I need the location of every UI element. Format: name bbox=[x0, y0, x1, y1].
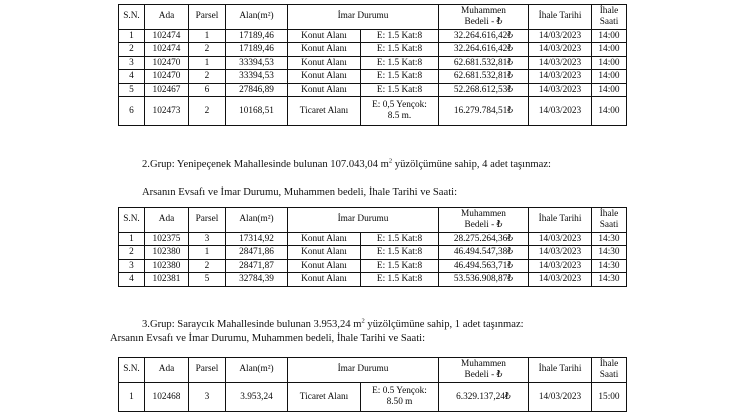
col-header-saat bbox=[592, 208, 627, 233]
paragraph-group3-intro bbox=[110, 318, 655, 332]
table-group-2 bbox=[118, 207, 627, 287]
group3-intro-text-b: yüzölçümüne sahip, 1 adet taşınmaz: bbox=[364, 319, 524, 330]
cell-alan: 10168,51 bbox=[226, 96, 288, 125]
cell-imar-tipi: Konut Alanı bbox=[288, 273, 361, 286]
cell-parsel: 2 bbox=[189, 259, 226, 272]
cell-ihale-tarihi: 14/03/2023 bbox=[529, 273, 592, 286]
col-header-ada: Ada bbox=[145, 208, 189, 233]
cell-sn: 1 bbox=[119, 232, 145, 245]
col-header-bedel-line2: Bedeli - ₺ bbox=[464, 219, 503, 230]
table-row bbox=[119, 246, 627, 259]
cell-ada: 102474 bbox=[145, 29, 189, 42]
cell-ihale-tarihi: 14/03/2023 bbox=[529, 29, 592, 42]
col-header-bedel bbox=[439, 358, 529, 383]
cell-muhammen-bedel: 46.494.563,71₺ bbox=[439, 259, 529, 272]
col-header-alan: Alan(m²) bbox=[226, 208, 288, 233]
cell-ihale-tarihi: 14/03/2023 bbox=[529, 382, 592, 411]
cell-alan: 17189,46 bbox=[226, 29, 288, 42]
group3-intro-superscript: 2 bbox=[361, 317, 365, 325]
col-header-ada: Ada bbox=[145, 5, 189, 30]
cell-parsel: 1 bbox=[189, 29, 226, 42]
cell-imar-kosulu bbox=[361, 96, 439, 125]
cell-muhammen-bedel: 52.268.612,53₺ bbox=[439, 83, 529, 96]
col-header-bedel-line1: Muhammen bbox=[461, 209, 506, 219]
col-header-tarih: İhale Tarihi bbox=[529, 358, 592, 383]
table-group-3 bbox=[118, 357, 627, 412]
cell-ihale-tarihi: 14/03/2023 bbox=[529, 246, 592, 259]
col-header-saat-line1: İhale bbox=[599, 209, 619, 219]
cell-imar-kosulu: E: 1.5 Kat:8 bbox=[361, 83, 439, 96]
table-row bbox=[119, 273, 627, 286]
cell-imar-kosulu: E: 1.5 Kat:8 bbox=[361, 29, 439, 42]
cell-sn: 2 bbox=[119, 43, 145, 56]
col-header-bedel bbox=[439, 208, 529, 233]
cell-ada: 102470 bbox=[145, 70, 189, 83]
cell-ihale-saati: 14:30 bbox=[592, 259, 627, 272]
table-group-3-container bbox=[118, 357, 627, 412]
cell-imar-kosulu: E: 1.5 Kat:8 bbox=[361, 43, 439, 56]
cell-ada: 102467 bbox=[145, 83, 189, 96]
col-header-imar: İmar Durumu bbox=[288, 5, 439, 30]
cell-ada: 102375 bbox=[145, 232, 189, 245]
cell-imar-kosulu: E: 1.5 Kat:8 bbox=[361, 259, 439, 272]
group3-intro-text-a: 3.Grup: Saraycık Mahallesinde bulunan 3.953,24 m bbox=[142, 319, 362, 330]
col-header-sn: S.N. bbox=[119, 5, 145, 30]
cell-sn: 3 bbox=[119, 56, 145, 69]
cell-muhammen-bedel: 62.681.532,81₺ bbox=[439, 56, 529, 69]
cell-sn: 4 bbox=[119, 273, 145, 286]
cell-ada: 102381 bbox=[145, 273, 189, 286]
cell-imar-kosulu: E: 1.5 Kat:8 bbox=[361, 246, 439, 259]
table-row bbox=[119, 29, 627, 42]
table-header bbox=[119, 358, 627, 383]
cell-imar-tipi: Ticaret Alanı bbox=[288, 382, 361, 411]
cell-muhammen-bedel: 46.494.547,38₺ bbox=[439, 246, 529, 259]
paragraph-group2-intro bbox=[110, 158, 650, 172]
cell-ada: 102473 bbox=[145, 96, 189, 125]
col-header-saat-line1: İhale bbox=[599, 6, 619, 16]
cell-sn: 4 bbox=[119, 70, 145, 83]
cell-parsel: 2 bbox=[189, 43, 226, 56]
imar-kosul-line2: 8.5 m. bbox=[387, 110, 412, 121]
cell-muhammen-bedel: 53.536.908,87₺ bbox=[439, 273, 529, 286]
cell-alan: 33394,53 bbox=[226, 70, 288, 83]
col-header-tarih: İhale Tarihi bbox=[529, 208, 592, 233]
cell-ihale-tarihi: 14/03/2023 bbox=[529, 56, 592, 69]
col-header-saat-line1: İhale bbox=[599, 359, 619, 369]
group2-intro-superscript: 2 bbox=[388, 157, 393, 165]
cell-parsel: 5 bbox=[189, 273, 226, 286]
paragraph-group3-subtitle bbox=[110, 332, 655, 346]
cell-imar-kosulu: E: 1.5 Kat:8 bbox=[361, 273, 439, 286]
cell-muhammen-bedel: 62.681.532,81₺ bbox=[439, 70, 529, 83]
cell-ihale-saati: 15:00 bbox=[592, 382, 627, 411]
cell-sn: 1 bbox=[119, 29, 145, 42]
cell-imar-tipi: Konut Alanı bbox=[288, 70, 361, 83]
cell-muhammen-bedel: 32.264.616,42₺ bbox=[439, 29, 529, 42]
col-header-saat-line2: Saati bbox=[599, 369, 619, 380]
cell-sn: 6 bbox=[119, 96, 145, 125]
col-header-parsel: Parsel bbox=[189, 358, 226, 383]
group2-intro-text-a: 2.Grup: Yenipeçenek Mahallesinde bulunan 107.043,04 m bbox=[142, 159, 389, 170]
col-header-sn: S.N. bbox=[119, 358, 145, 383]
cell-ihale-saati: 14:00 bbox=[592, 96, 627, 125]
cell-alan: 28471,86 bbox=[226, 246, 288, 259]
table-row bbox=[119, 96, 627, 125]
col-header-imar: İmar Durumu bbox=[288, 358, 439, 383]
cell-imar-tipi: Konut Alanı bbox=[288, 246, 361, 259]
cell-alan: 17189,46 bbox=[226, 43, 288, 56]
cell-muhammen-bedel: 32.264.616,42₺ bbox=[439, 43, 529, 56]
table-group-1-container bbox=[118, 4, 627, 126]
cell-alan: 32784,39 bbox=[226, 273, 288, 286]
group2-intro-text-b: yüzölçümüne sahip, 4 adet taşınmaz: bbox=[392, 159, 552, 170]
cell-ihale-saati: 14:30 bbox=[592, 246, 627, 259]
cell-alan: 3.953,24 bbox=[226, 382, 288, 411]
cell-ihale-tarihi: 14/03/2023 bbox=[529, 259, 592, 272]
cell-ada: 102380 bbox=[145, 246, 189, 259]
cell-ihale-saati: 14:00 bbox=[592, 83, 627, 96]
cell-parsel: 3 bbox=[189, 382, 226, 411]
cell-imar-tipi: Konut Alanı bbox=[288, 56, 361, 69]
table-body bbox=[119, 29, 627, 125]
col-header-tarih: İhale Tarihi bbox=[529, 5, 592, 30]
cell-alan: 27846,89 bbox=[226, 83, 288, 96]
cell-ihale-saati: 14:00 bbox=[592, 56, 627, 69]
table-header-row bbox=[119, 358, 627, 383]
table-body bbox=[119, 232, 627, 286]
col-header-bedel bbox=[439, 5, 529, 30]
cell-imar-tipi: Konut Alanı bbox=[288, 29, 361, 42]
table-row bbox=[119, 382, 627, 411]
cell-ihale-saati: 14:30 bbox=[592, 273, 627, 286]
cell-alan: 28471,87 bbox=[226, 259, 288, 272]
col-header-bedel-line2: Bedeli - ₺ bbox=[464, 16, 503, 27]
group2-subtitle-text: Arsanın Evsafı ve İmar Durumu, Muhammen bedeli, İhale Tarihi ve Saati: bbox=[142, 187, 458, 198]
table-row bbox=[119, 43, 627, 56]
col-header-imar: İmar Durumu bbox=[288, 208, 439, 233]
cell-ihale-saati: 14:00 bbox=[592, 43, 627, 56]
cell-imar-tipi: Konut Alanı bbox=[288, 83, 361, 96]
table-header-row bbox=[119, 208, 627, 233]
cell-imar-kosulu: E: 1.5 Kat:8 bbox=[361, 232, 439, 245]
group3-subtitle-text: Arsanın Evsafı ve İmar Durumu, Muhammen bedeli, İhale Tarihi ve Saati: bbox=[110, 333, 426, 344]
cell-imar-tipi: Konut Alanı bbox=[288, 259, 361, 272]
cell-ada: 102474 bbox=[145, 43, 189, 56]
cell-sn: 1 bbox=[119, 382, 145, 411]
imar-kosul-line2: 8.50 m bbox=[386, 396, 413, 407]
col-header-saat-line2: Saati bbox=[599, 219, 619, 230]
table-group-2-container bbox=[118, 207, 627, 287]
cell-ihale-tarihi: 14/03/2023 bbox=[529, 232, 592, 245]
paragraph-group2-subtitle bbox=[110, 186, 650, 200]
imar-kosul-line1: E: 0,5 Yençok: bbox=[372, 100, 427, 111]
col-header-saat bbox=[592, 358, 627, 383]
cell-ada: 102380 bbox=[145, 259, 189, 272]
table-group-1 bbox=[118, 4, 627, 126]
cell-ada: 102470 bbox=[145, 56, 189, 69]
cell-ihale-saati: 14:00 bbox=[592, 70, 627, 83]
cell-ihale-tarihi: 14/03/2023 bbox=[529, 96, 592, 125]
cell-imar-kosulu bbox=[361, 382, 439, 411]
cell-parsel: 2 bbox=[189, 96, 226, 125]
cell-parsel: 3 bbox=[189, 232, 226, 245]
cell-muhammen-bedel: 6.329.137,24₺ bbox=[439, 382, 529, 411]
col-header-alan: Alan(m²) bbox=[226, 358, 288, 383]
cell-muhammen-bedel: 16.279.784,51₺ bbox=[439, 96, 529, 125]
col-header-saat-line2: Saati bbox=[599, 16, 619, 27]
table-body bbox=[119, 382, 627, 411]
cell-imar-kosulu: E: 1.5 Kat:8 bbox=[361, 70, 439, 83]
table-row bbox=[119, 232, 627, 245]
table-row bbox=[119, 83, 627, 96]
cell-imar-kosulu: E: 1.5 Kat:8 bbox=[361, 56, 439, 69]
cell-sn: 3 bbox=[119, 259, 145, 272]
col-header-saat bbox=[592, 5, 627, 30]
table-row bbox=[119, 259, 627, 272]
cell-parsel: 1 bbox=[189, 56, 226, 69]
table-row bbox=[119, 70, 627, 83]
cell-alan: 17314,92 bbox=[226, 232, 288, 245]
cell-imar-tipi: Konut Alanı bbox=[288, 232, 361, 245]
table-header bbox=[119, 5, 627, 30]
cell-ihale-tarihi: 14/03/2023 bbox=[529, 83, 592, 96]
table-header-row bbox=[119, 5, 627, 30]
cell-imar-tipi: Ticaret Alanı bbox=[288, 96, 361, 125]
cell-alan: 33394,53 bbox=[226, 56, 288, 69]
col-header-parsel: Parsel bbox=[189, 5, 226, 30]
cell-muhammen-bedel: 28.275.264,36₺ bbox=[439, 232, 529, 245]
col-header-bedel-line2: Bedeli - ₺ bbox=[464, 369, 503, 380]
table-row bbox=[119, 56, 627, 69]
cell-ihale-tarihi: 14/03/2023 bbox=[529, 70, 592, 83]
cell-ada: 102468 bbox=[145, 382, 189, 411]
col-header-bedel-line1: Muhammen bbox=[461, 6, 506, 16]
cell-ihale-tarihi: 14/03/2023 bbox=[529, 43, 592, 56]
cell-parsel: 1 bbox=[189, 246, 226, 259]
col-header-parsel: Parsel bbox=[189, 208, 226, 233]
col-header-alan: Alan(m²) bbox=[226, 5, 288, 30]
cell-parsel: 2 bbox=[189, 70, 226, 83]
col-header-bedel-line1: Muhammen bbox=[461, 359, 506, 369]
col-header-ada: Ada bbox=[145, 358, 189, 383]
cell-sn: 5 bbox=[119, 83, 145, 96]
cell-imar-tipi: Konut Alanı bbox=[288, 43, 361, 56]
cell-sn: 2 bbox=[119, 246, 145, 259]
cell-ihale-saati: 14:30 bbox=[592, 232, 627, 245]
table-header bbox=[119, 208, 627, 233]
col-header-sn: S.N. bbox=[119, 208, 145, 233]
cell-parsel: 6 bbox=[189, 83, 226, 96]
cell-ihale-saati: 14:00 bbox=[592, 29, 627, 42]
imar-kosul-line1: E: 0.5 Yençok: bbox=[372, 386, 427, 397]
